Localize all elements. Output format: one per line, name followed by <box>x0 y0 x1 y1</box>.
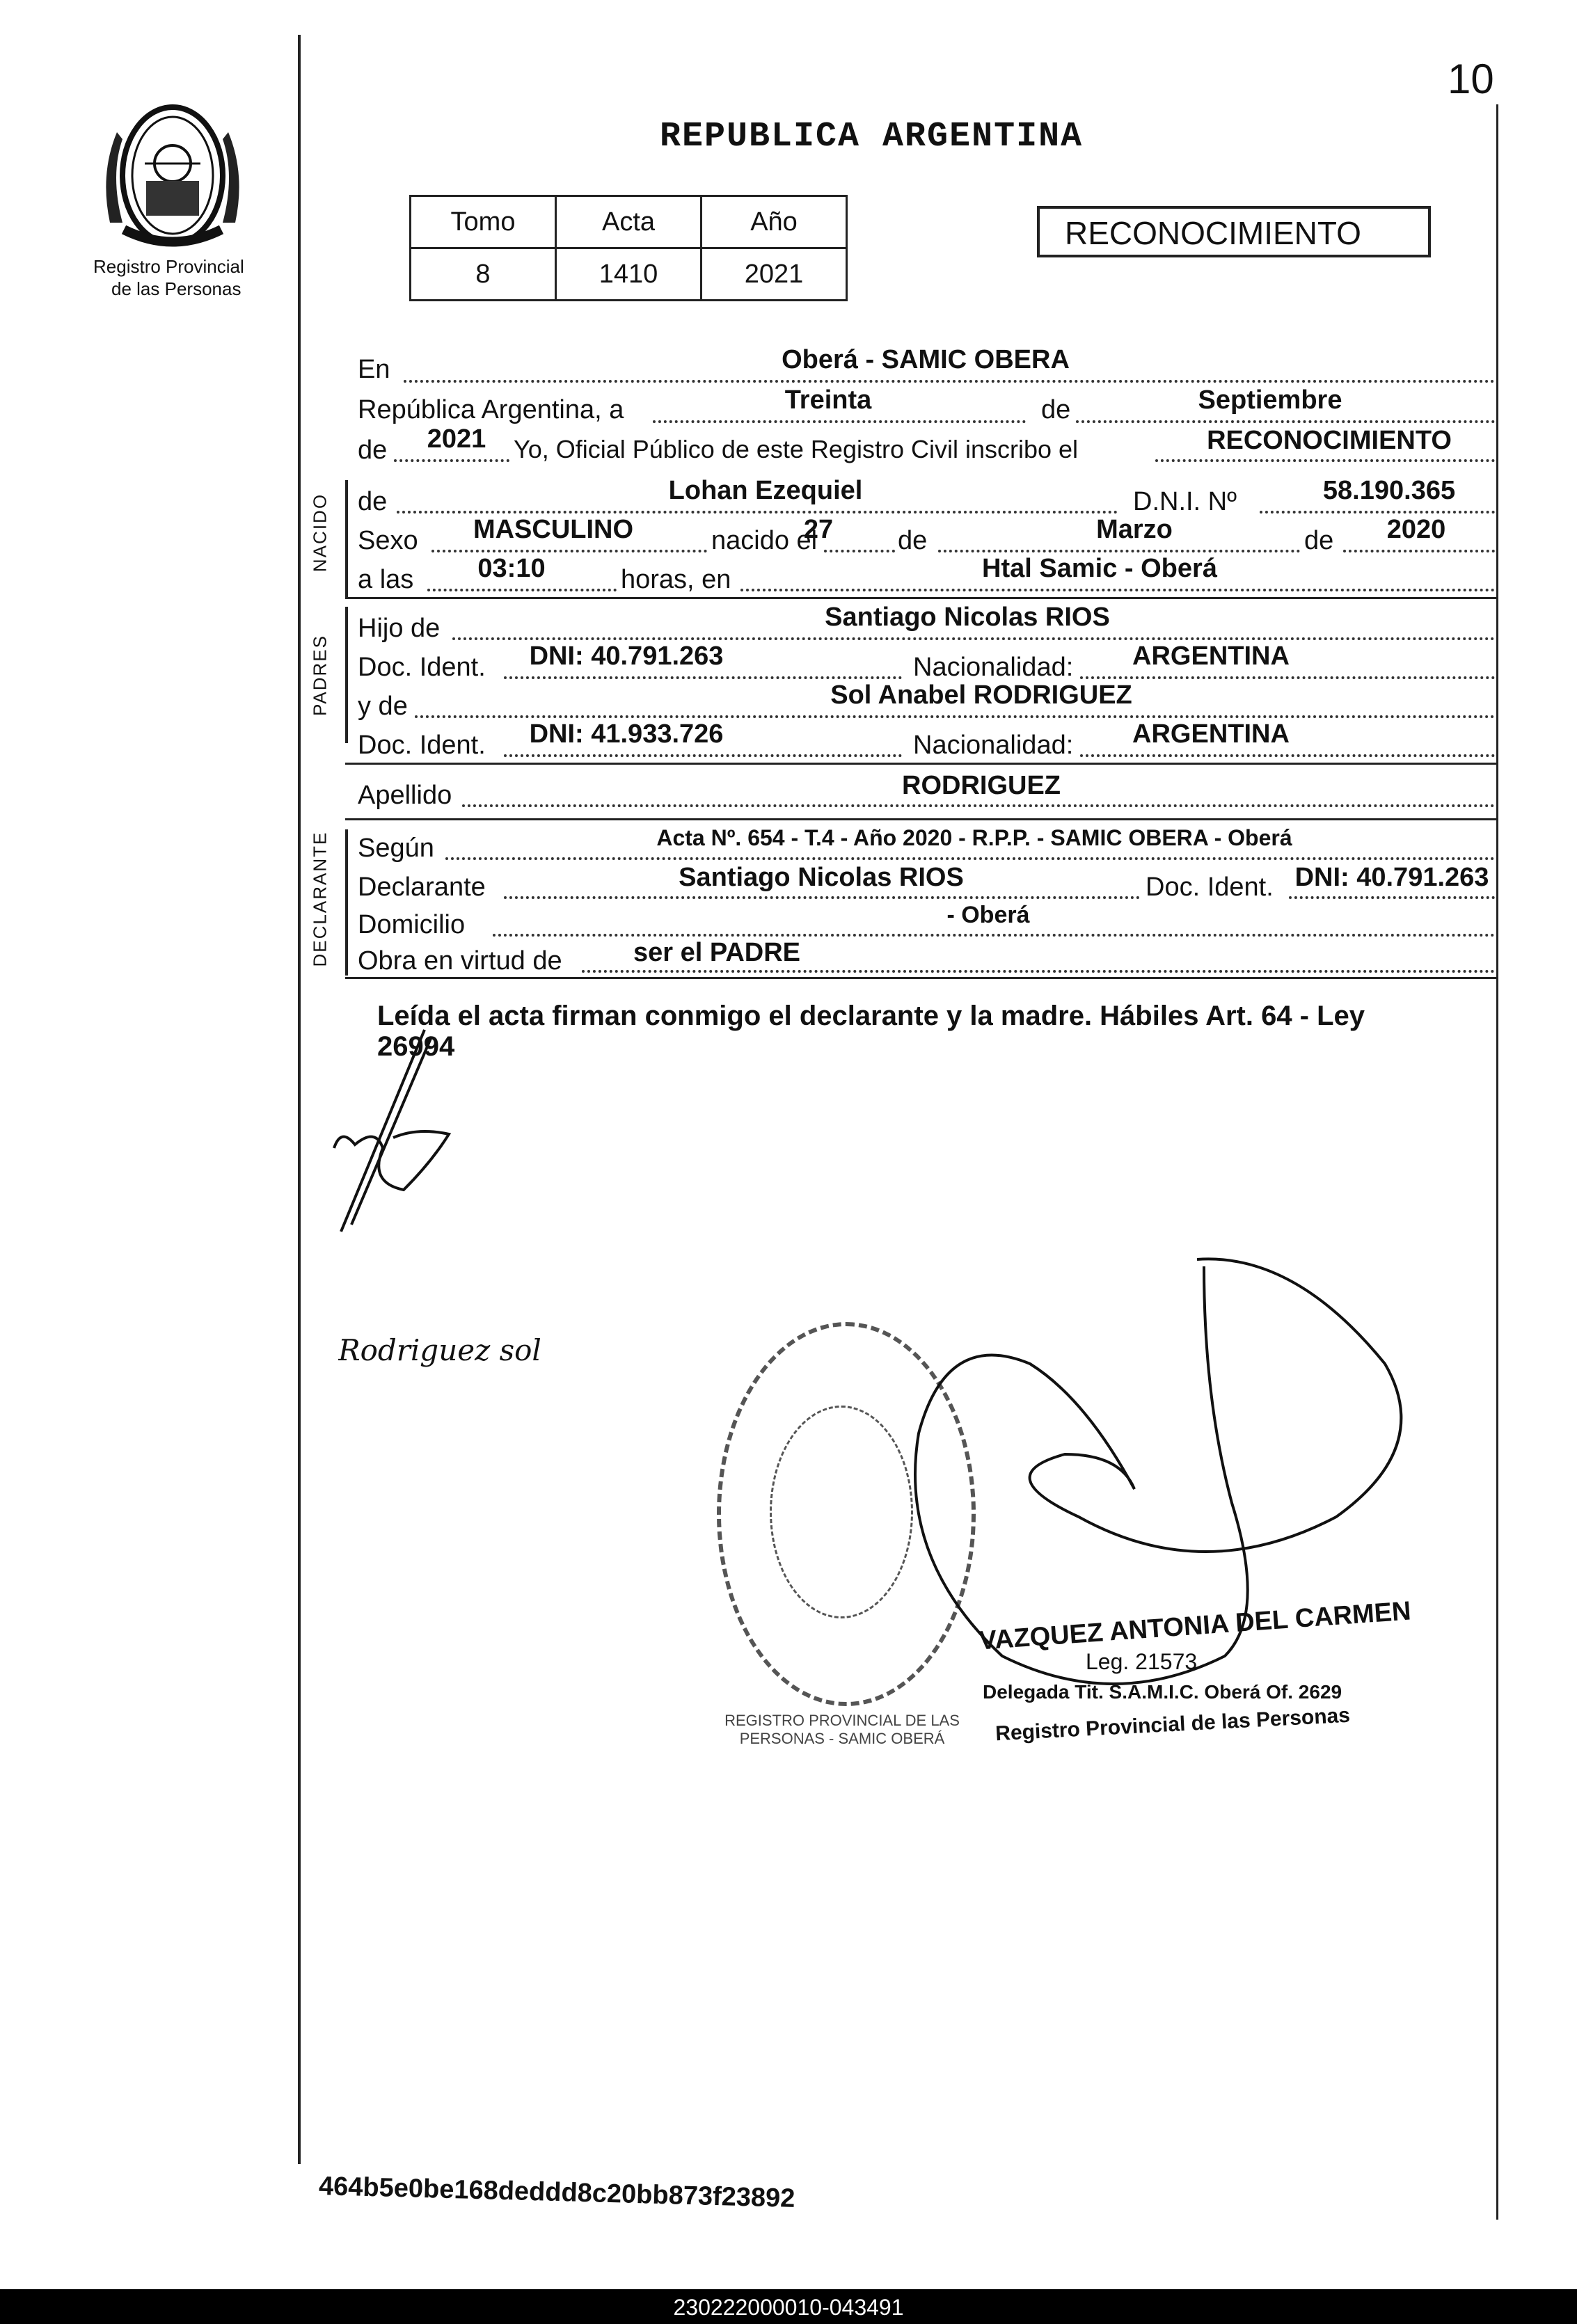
nacido-de-label: de <box>358 487 388 516</box>
footer-bar-code: 230222000010-043491 <box>673 2295 904 2320</box>
child-name-value: Lohan Ezequiel <box>668 476 863 505</box>
table-header-acta: Acta <box>556 196 702 248</box>
birth-month-value: Marzo <box>1096 515 1173 544</box>
declarante-label: Declarante <box>358 873 486 902</box>
father-doc-line <box>504 676 902 679</box>
dni-line <box>1260 511 1495 514</box>
horas-label: horas, en <box>621 565 731 594</box>
declarante-doc-label: Doc. Ident. <box>1146 873 1274 902</box>
seal-text: REGISTRO PROVINCIAL DE LAS PERSONAS - SAMIC OBERÁ <box>724 1712 960 1747</box>
signature-icon <box>327 1023 466 1239</box>
nacido-bottom-rule <box>345 597 1496 599</box>
father-nat-value: ARGENTINA <box>1132 642 1290 671</box>
day-value: Treinta <box>784 385 872 415</box>
padres-side-label: PADRES <box>309 635 331 716</box>
place-line <box>404 380 1495 383</box>
birth-year-line <box>1343 550 1495 552</box>
mother-value: Sol Anabel RODRIGUEZ <box>830 681 1132 710</box>
declarant-signature <box>327 1023 466 1239</box>
time-value: 03:10 <box>477 554 546 583</box>
time-line <box>427 589 617 591</box>
republica-label: República Argentina, a <box>358 395 624 424</box>
alas-label: a las <box>358 565 414 594</box>
nacido-el-label: nacido el <box>711 526 818 555</box>
obra-line <box>582 970 1495 973</box>
act-line <box>1155 459 1495 462</box>
declarante-doc-line <box>1289 896 1495 899</box>
dni-label: D.N.I. Nº <box>1133 487 1237 516</box>
table-cell-tomo: 8 <box>411 248 556 301</box>
page-number: 10 <box>1448 56 1494 102</box>
nacido-de-label-2: de <box>898 526 928 555</box>
document-hash: 464b5e0be168deddd8c20bb873f23892 <box>318 2172 795 2213</box>
month-value: Septiembre <box>1198 385 1342 415</box>
note-line2: 26994 <box>377 1031 455 1062</box>
nacido-section-line <box>345 480 348 597</box>
mother-nat-value: ARGENTINA <box>1132 719 1290 749</box>
official-line: Delegada Tit. S.A.M.I.C. Oberá Of. 2629 <box>983 1681 1342 1703</box>
place-value: Oberá - SAMIC OBERA <box>782 345 1070 374</box>
declarante-doc-value: DNI: 40.791.263 <box>1294 863 1489 892</box>
segun-label: Según <box>358 834 434 863</box>
domicilio-line <box>493 934 1495 937</box>
domicilio-value: - Oberá <box>946 902 1030 928</box>
handwritten-signature-icon <box>338 1329 568 1378</box>
mother-signature <box>338 1329 568 1378</box>
declarante-section-line <box>345 829 348 976</box>
coat-of-arms-icon <box>103 97 242 254</box>
de-label-2: de <box>358 436 388 465</box>
table-cell-ano: 2021 <box>702 248 847 301</box>
sexo-value: MASCULINO <box>473 515 634 544</box>
birth-month-line <box>938 550 1300 552</box>
birth-day-line <box>824 550 895 552</box>
apellido-value: RODRIGUEZ <box>902 771 1061 800</box>
father-nat-line <box>1080 676 1495 679</box>
birth-day-value: 27 <box>803 515 834 544</box>
table-header-tomo: Tomo <box>411 196 556 248</box>
apellido-bottom-rule <box>345 818 1496 820</box>
mother-doc-label: Doc. Ident. <box>358 731 486 760</box>
mother-doc-line <box>504 754 902 757</box>
declarante-name-value: Santiago Nicolas RIOS <box>679 863 964 892</box>
declarante-bottom-rule <box>345 977 1496 979</box>
mother-nat-line <box>1080 754 1495 757</box>
birth-place-line <box>740 589 1495 591</box>
year-line <box>394 459 509 462</box>
father-doc-value: DNI: 40.791.263 <box>529 642 724 671</box>
en-label: En <box>358 355 390 384</box>
domicilio-label: Domicilio <box>358 910 466 939</box>
declarante-name-line <box>504 896 1140 899</box>
obra-value: ser el PADRE <box>633 938 801 967</box>
year-value: 2021 <box>427 424 486 454</box>
province-logo <box>103 97 242 254</box>
registry-name-line2: de las Personas <box>111 278 241 299</box>
segun-value: Acta Nº. 654 - T.4 - Año 2020 - R.P.P. - SAMIC OBERA - Oberá <box>656 825 1292 850</box>
act-value: RECONOCIMIENTO <box>1207 426 1452 455</box>
nacido-de-label-3: de <box>1304 526 1334 555</box>
page-title: REPUBLICA ARGENTINA <box>660 117 1084 157</box>
mother-doc-value: DNI: 41.933.726 <box>529 719 724 749</box>
hijo-label: Hijo de <box>358 614 441 643</box>
declarante-side-label: DECLARANTE <box>309 831 331 967</box>
sexo-line <box>431 550 707 552</box>
day-line <box>653 420 1026 423</box>
registry-name-line1: Registro Provincial <box>93 256 244 277</box>
act-type-label: RECONOCIMIENTO <box>1065 215 1361 251</box>
official-registry: Registro Provincial de las Personas <box>994 1703 1351 1746</box>
padres-bottom-rule <box>345 763 1496 765</box>
table-header-ano: Año <box>702 196 847 248</box>
nacido-side-label: NACIDO <box>309 493 331 573</box>
segun-line <box>445 857 1495 860</box>
left-margin-line <box>298 35 301 2164</box>
month-line <box>1076 420 1495 423</box>
right-margin-line <box>1496 104 1498 2220</box>
official-name: VAZQUEZ ANTONIA DEL CARMEN <box>978 1596 1412 1656</box>
official-leg: Leg. 21573 <box>1086 1649 1198 1674</box>
father-doc-label: Doc. Ident. <box>358 653 486 682</box>
sexo-label: Sexo <box>358 526 418 555</box>
father-nat-label: Nacionalidad: <box>913 653 1074 682</box>
child-dni-value: 58.190.365 <box>1322 476 1456 505</box>
child-name-line <box>397 511 1118 514</box>
father-value: Santiago Nicolas RIOS <box>825 603 1110 632</box>
padres-section-line <box>345 607 348 743</box>
apellido-line <box>462 804 1495 807</box>
registry-table <box>409 195 848 301</box>
inscribo-label: Yo, Oficial Público de este Registro Civil inscribo el <box>514 435 1079 463</box>
obra-label: Obra en virtud de <box>358 946 562 976</box>
birth-year-value: 2020 <box>1386 515 1446 544</box>
handwritten-name: Rodriguez sol <box>338 1333 541 1367</box>
birth-place-value: Htal Samic - Oberá <box>982 554 1217 583</box>
apellido-label: Apellido <box>358 781 452 810</box>
table-cell-acta: 1410 <box>556 248 702 301</box>
father-line <box>452 637 1495 640</box>
note-line1: Leída el acta firman conmigo el declarante y la madre. Hábiles Art. 64 - Ley <box>377 1001 1365 1031</box>
mother-nat-label: Nacionalidad: <box>913 731 1074 760</box>
de-label-1: de <box>1041 395 1071 424</box>
official-seal-inner <box>770 1406 913 1618</box>
mother-line <box>415 715 1495 718</box>
yde-label: y de <box>358 692 408 721</box>
